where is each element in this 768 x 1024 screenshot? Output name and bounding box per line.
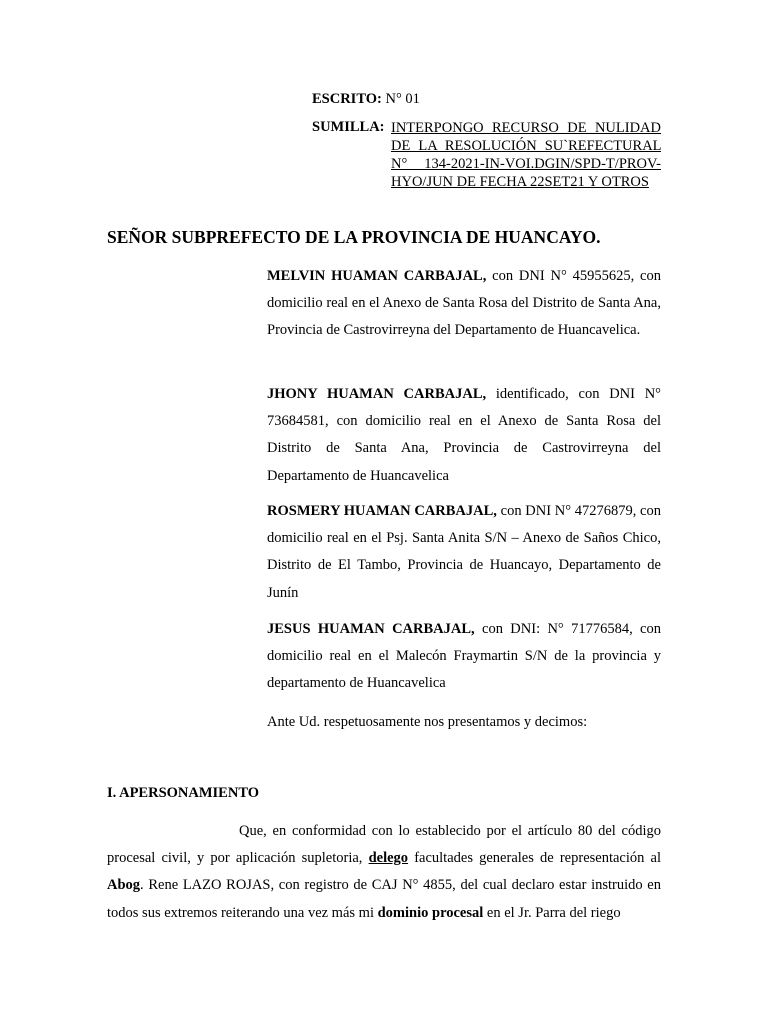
party-paragraph bbox=[267, 263, 661, 345]
party-paragraph bbox=[267, 616, 661, 698]
body-text: . Rene LAZO ROJAS, con registro de CAJ N° 4855, del cual declaro estar instruido en todos sus extremos reiterando una vez más mi bbox=[107, 877, 661, 921]
sumilla-line: N° 134-2021-IN-VOI.DGIN/SPD-T/PROV- bbox=[391, 156, 661, 172]
party-details: con DNI N° 73684581, con domicilio real en el Anexo de Santa Rosa del Distrito de Santa Ana, Provincia de Castrovirreyna del Departamento de Huancavelica bbox=[267, 386, 661, 484]
delego-term: delego bbox=[368, 850, 409, 867]
closing-intro: Ante Ud. respetuosamente nos presentamos y decimos: bbox=[267, 714, 588, 730]
escrito-value: N° 01 bbox=[385, 91, 420, 107]
party-paragraph bbox=[267, 498, 661, 607]
party-name: MELVIN HUAMAN CARBAJAL, bbox=[267, 268, 487, 284]
escrito-line bbox=[312, 91, 420, 108]
party-details: con DNI: N° 71776584, con domicilio real en el Malecón Fraymartin S/N de la provincia y departamento de Huancavelica bbox=[267, 621, 661, 692]
sumilla-label: SUMILLA: bbox=[312, 119, 385, 135]
sumilla-text bbox=[391, 119, 661, 191]
party-name: JHONY HUAMAN CARBAJAL, bbox=[267, 386, 487, 402]
body-text: Que, en conformidad con lo establecido por el artículo 80 del código procesal civil, y por aplicación supletoria, bbox=[107, 823, 661, 867]
party-paragraph bbox=[267, 381, 661, 490]
dominio-term: dominio procesal bbox=[377, 904, 484, 921]
body-text: en el Jr. Parra del riego bbox=[483, 904, 621, 921]
body-text: facultades generales de representación al bbox=[408, 850, 662, 867]
body-paragraph bbox=[107, 818, 661, 927]
party-id-label: identificado, bbox=[486, 386, 569, 402]
sumilla-line: HYO/JUN DE FECHA 22SET21 Y OTROS bbox=[391, 174, 649, 190]
sumilla-line: INTERPONGO RECURSO DE NULIDAD bbox=[391, 120, 661, 136]
party-details: con DNI N° 47276879, con domicilio real en el Psj. Santa Anita S/N – Anexo de Saños Chico, Distrito de El Tambo, Provincia de Huancayo, Departamento de Junín bbox=[267, 503, 661, 601]
sumilla-line: DE LA RESOLUCIÓN SU`REFECTURAL bbox=[391, 138, 661, 154]
addressee-title: SEÑOR SUBPREFECTO DE LA PROVINCIA DE HUANCAYO. bbox=[107, 227, 601, 247]
party-details: con DNI N° 45955625, con domicilio real en el Anexo de Santa Rosa del Distrito de Santa Ana, Provincia de Castrovirreyna del Departamento de Huancavelica. bbox=[267, 268, 661, 339]
party-name: ROSMERY HUAMAN CARBAJAL, bbox=[267, 503, 497, 519]
abog-term: Abog bbox=[107, 877, 141, 894]
escrito-label: ESCRITO: bbox=[312, 91, 382, 107]
section-heading: I. APERSONAMIENTO bbox=[107, 785, 260, 801]
party-name: JESUS HUAMAN CARBAJAL, bbox=[267, 621, 475, 637]
